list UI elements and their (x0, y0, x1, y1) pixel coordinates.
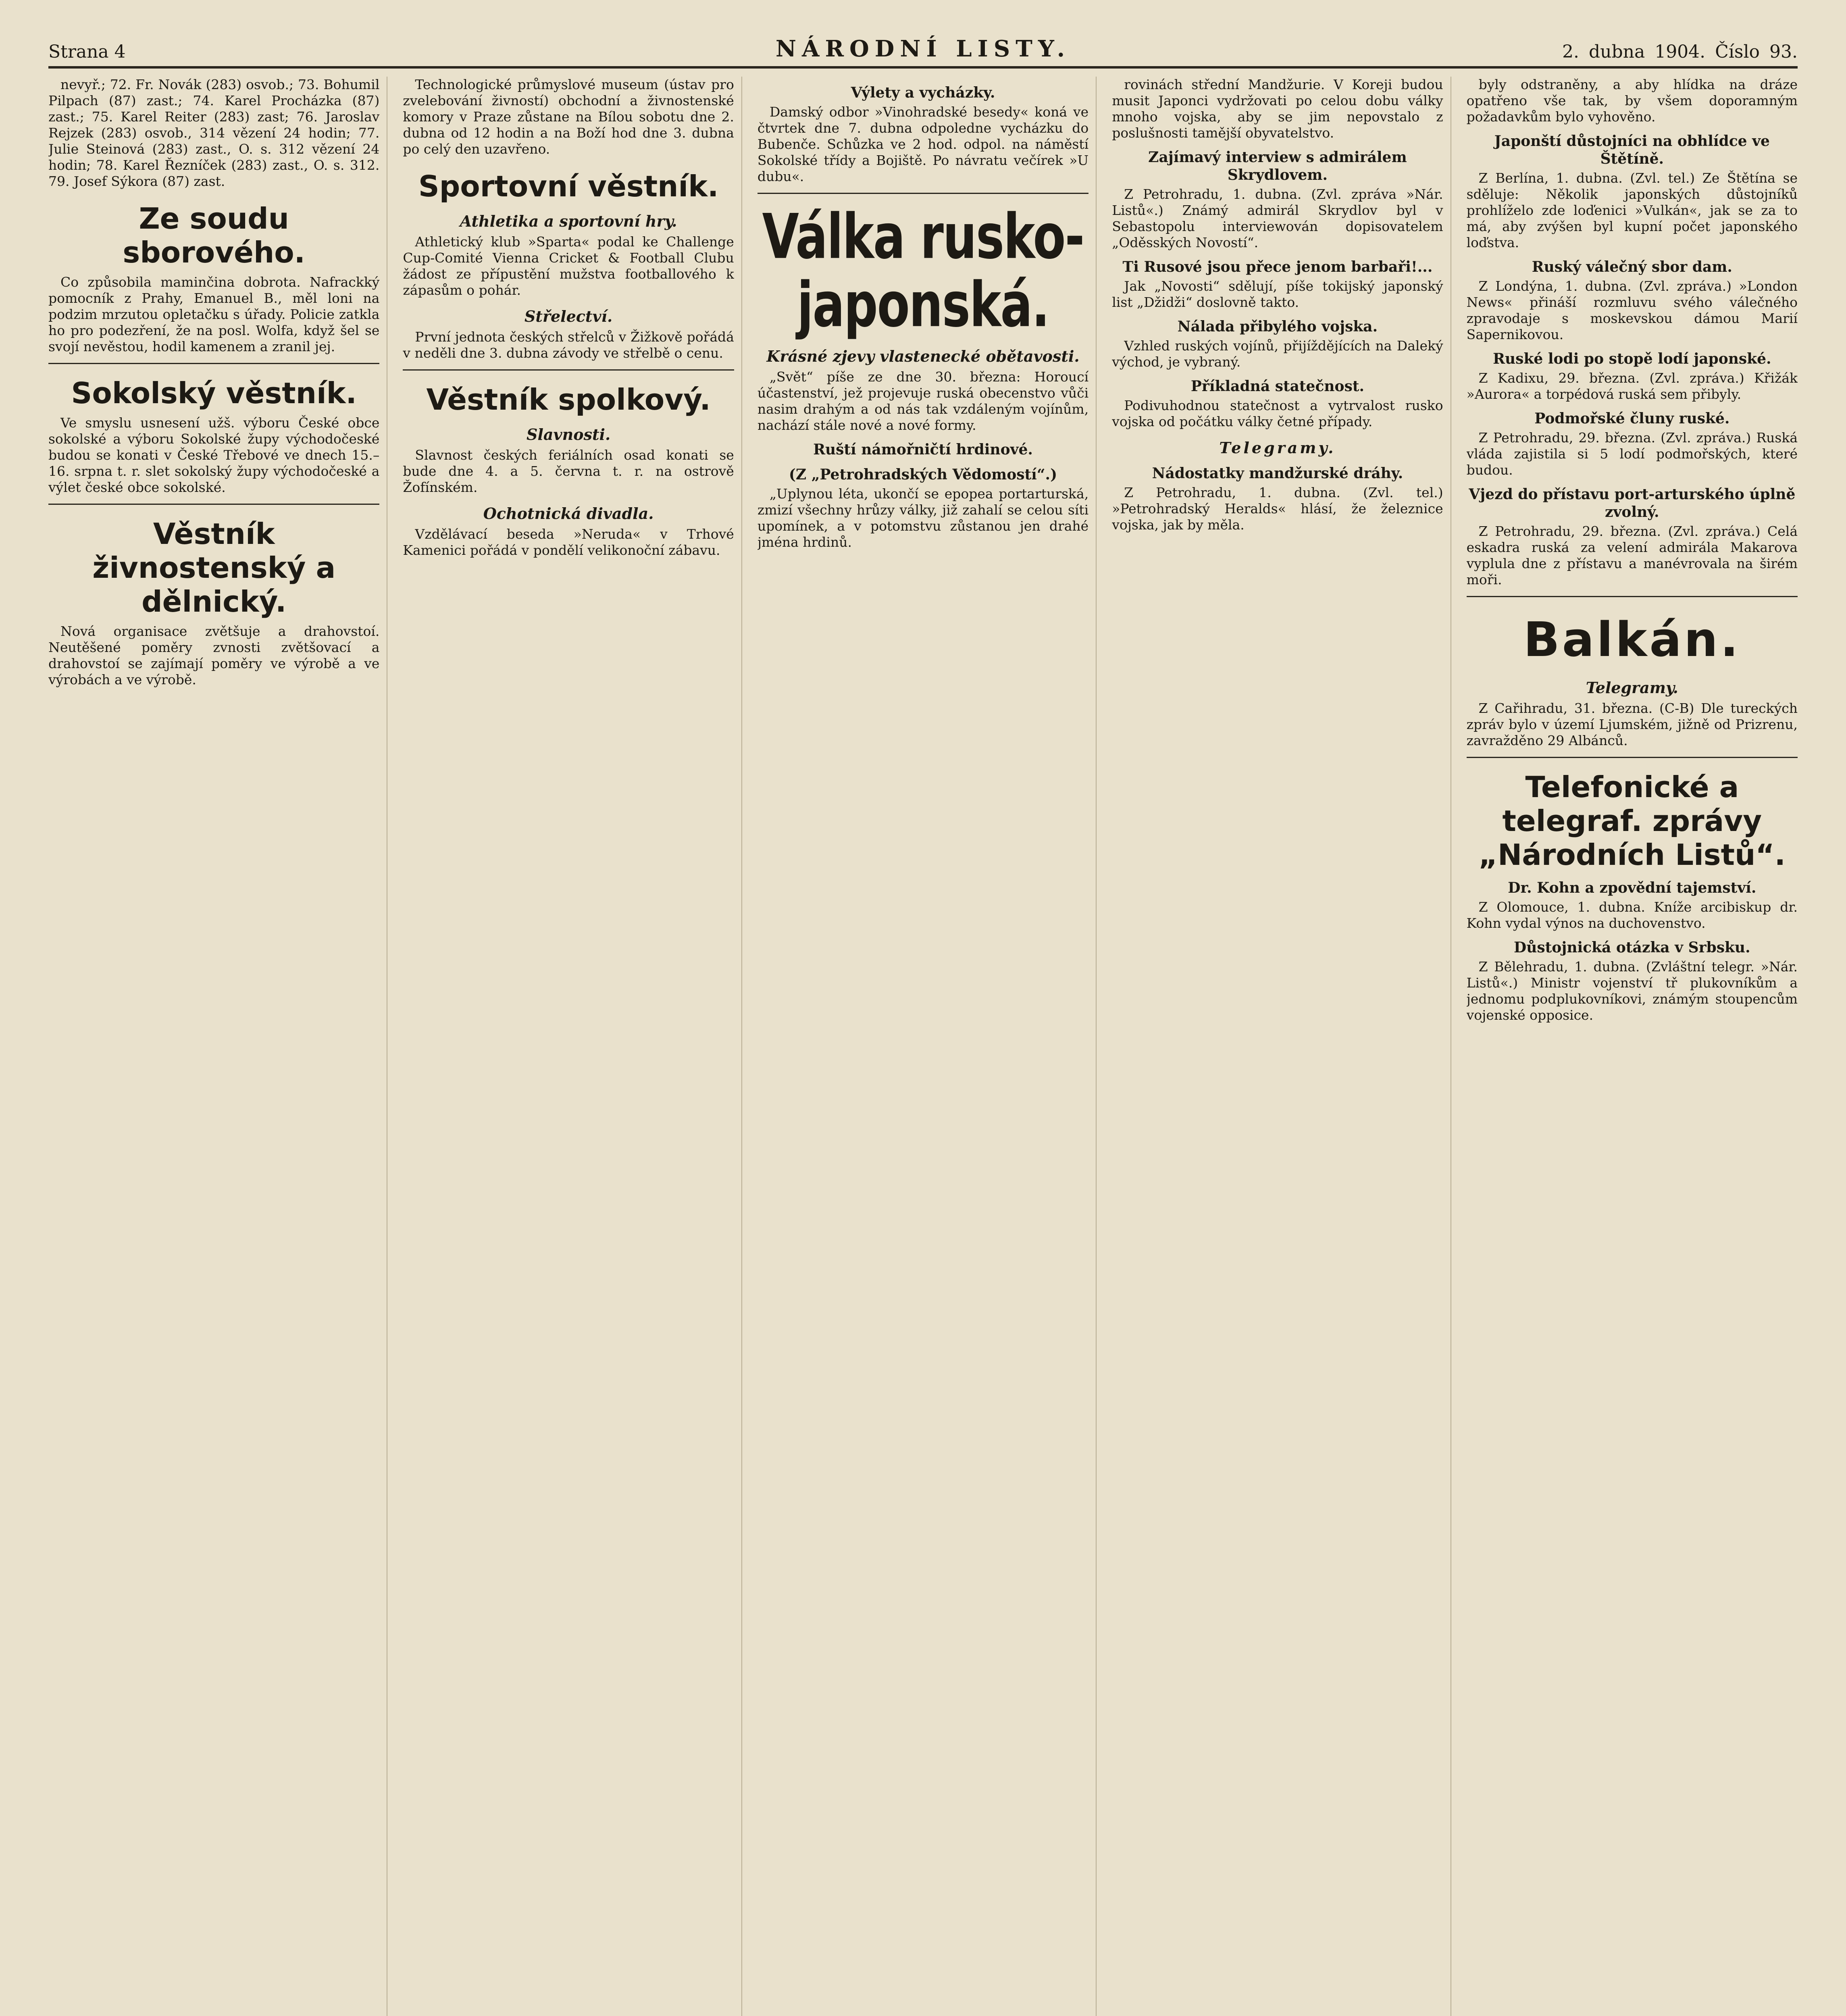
page-number: Strana 4 (48, 42, 126, 62)
divider (403, 369, 734, 371)
column-1 (48, 77, 387, 2016)
trips-heading: Výlety a vycházky. (851, 84, 995, 101)
trade-text: Nová organisace zvětšuje a drahovstoí. Neutěšené poměry zvnosti zvětšovací a drahovstoí se zajímají poměry ve výrobě a ve výrobách a ve výrobě. (48, 623, 380, 687)
issue-info (1435, 42, 1798, 62)
interview-text: Z Petrohradu, 1. dubna. (Zvl. zpráva »Nár. Listů«.) Známý admirál Skrydlov byl v Sebastopolu interviewován dopisovatelem „Oděsských Novostí“. (1112, 186, 1443, 250)
example-text: Podivuhodnou statečnost a vytrvalost rusko vojska od počátku války četné případy. (1112, 398, 1443, 429)
col5-top: byly odstraněny, a aby hlídka na dráze opatřeno vše tak, by všem doporamným požadavkům bylo vyhověno. (1466, 77, 1798, 125)
balkan-text: Z Cařihradu, 31. března. (C-B) Dle tureckých zpráv bylo v území Ljumském, jižně od Prizrenu, zavražděno 29 Albánců. (1466, 700, 1798, 748)
kohn-text: Z Olomouce, 1. dubna. Kníže arcibiskup dr. Kohn vydal výnos na duchovenstvo. (1466, 899, 1798, 931)
railway-text: Z Petrohradu, 1. dubna. (Zvl. tel.) »Petrohradský Heralds« hlásí, že železnice vojska, jak by měla. (1112, 485, 1443, 533)
vladivostok-heading: Ruské lodi po stopě lodí japonské. (1493, 350, 1771, 367)
barbarism-text: Jak „Novosti“ sdělují, píše tokijský japonský list „Džidži“ doslovně takto. (1112, 278, 1443, 310)
trade-heading: Věstník živnostenský a dělnický. (92, 517, 336, 619)
column-3 (758, 77, 1097, 2016)
issue-date: 2. dubna 1904. (1562, 42, 1706, 62)
war-heading: Válka rusko-japonská. (762, 200, 1084, 341)
war-text: „Svět“ píše ze dne 30. března: Horoucí účastenství, jež projevuje ruská obecenstvo vůči nasim drahým a od nás tak vzdáleným vojínům, nachází stále nové a nové formy. (757, 369, 1089, 433)
submarines-text: Z Petrohradu, 29. března. (Zvl. zpráva.) Ruská vláda zajistila si 5 lodí podmořských, které budou. (1466, 430, 1798, 478)
athletic-subheading: Athletika a sportovní hry. (460, 212, 677, 230)
column-4 (1112, 77, 1451, 2016)
issue-number: Číslo 93. (1715, 42, 1798, 62)
kohn-subheading: Dr. Kohn a zpovědní tajemství. (1508, 879, 1757, 896)
divider (48, 363, 379, 364)
serbia-subheading: Důstojnická otázka v Srbsku. (1514, 939, 1750, 956)
shooting-subheading: Střelectví. (524, 307, 613, 325)
court-heading: Ze soudu sborového. (123, 202, 306, 269)
divider (48, 504, 379, 505)
newspaper-title: NÁRODNÍ LISTY. (775, 35, 1071, 62)
clubs-text: Slavnost českých feriálních osad konati se bude dne 4. a 5. června t. r. na ostrově Žofínském. (403, 447, 734, 495)
column-2 (403, 77, 742, 2016)
russian-fund-heading: Ruský válečný sbor dam. (1532, 258, 1732, 275)
telegrams-heading: Telegramy. (1219, 439, 1336, 457)
columns (48, 77, 1798, 2016)
col1-top: nevyř.; 72. Fr. Novák (283) osvob.; 73. Bohumil Pilpach (87) zast.; 74. Karel Procházka (87) zast.; 75. Karel Reiter (283) zast; 76. Jaroslav Rejzek (283) osvob., 314 vězení 24 hodin; 77. Julie Steinová (283) zast., O. s. 312 vězení 24 hodin; 78. Karel Řezníček (283) zast., O. s. 312. 79. Josef Sýkora (87) zast. (48, 77, 380, 189)
heroes-subheading: Ruští námořničtí hrdinové. (813, 441, 1033, 458)
example-heading: Příkladná statečnost. (1190, 378, 1364, 395)
officers-text: Z Berlína, 1. dubna. (Zvl. tel.) Ze Štětína se sděluje: Několik japonských důstojníků prohlíželo zde loďenici »Vulkán«, jak se za to má, aby zvýšen byl kupní počet japonského loďstva. (1466, 170, 1798, 250)
balkan-heading: Balkán. (1523, 612, 1741, 667)
divider (1467, 757, 1798, 758)
clubs-heading: Věstník spolkový. (426, 383, 711, 417)
morale-text: Vzhled ruských vojínů, přijíždějících na Daleký východ, je vybraný. (1112, 338, 1443, 370)
divider (758, 193, 1088, 194)
port-arthur-text: Z Petrohradu, 29. března. (Zvl. zpráva.) Celá eskadra ruská za velení admirála Makarova vyplula dne z přístavu a manévrovala na širém moři. (1466, 523, 1798, 587)
railway-subheading: Nádostatky mandžurské dráhy. (1152, 465, 1403, 482)
column-5 (1467, 77, 1798, 2016)
serbia-text: Z Bělehradu, 1. dubna. (Zvláštní telegr. »Nár. Listů«.) Ministr vojenství tř plukovníkům a jednomu podplukovníkovi, známým stoupencům vojenské opposice. (1466, 959, 1798, 1023)
russian-fund-text: Z Londýna, 1. dubna. (Zvl. zpráva.) »London News« přináší rozmluvu svého válečného zpravodaje s moskevskou dámou Marií Sapernikovou. (1466, 278, 1798, 342)
sport-text: Athletický klub »Sparta« podal ke Challenge Cup-Comité Vienna Cricket & Football Clubu žádost ze přípustění mužstva footballového k zápasům o pohár. (403, 234, 734, 298)
col2-top: Technologické průmyslové museum (ústav pro zvelebování živností) obchodní a živnostenské komory v Praze zůstane na Bílou sobotu dne 2. dubna od 12 hodin a na Boží hod dne 3. dubna po celý den uzavřeno. (403, 77, 734, 157)
festivities-subheading: Slavnosti. (527, 425, 611, 444)
heroes-text: „Uplynou léta, ukončí se epopea portarturská, zmizí všechny hrůzy války, již zahalí se celou síti upomínek, a v potomstvu zůstanou jen drahé jména hrdinů. (757, 486, 1089, 550)
tel-reports-heading: Telefonické a telegraf. zprávy „Národních Listů“. (1478, 770, 1786, 872)
court-text: Co způsobila maminčina dobrota. Nafrackký pomocník z Prahy, Emanuel B., měl loni na podzim mrzutou opletačku s úřady. Policie zatkla ho pro podezření, že na posl. Wolfa, když šel se svojí nevěstou, hodil kamenem a zranil jej. (48, 274, 380, 354)
port-arthur-heading: Vjezd do přístavu port-arturského úplně zvolný. (1469, 486, 1796, 521)
sacrifice-subheading: Krásné zjevy vlastenecké obětavosti. (766, 347, 1080, 365)
interview-heading: Zajímavý interview s admirálem Skrydlovem. (1148, 149, 1407, 183)
officers-heading: Japonští důstojníci na obhlídce ve Štětíně. (1494, 133, 1770, 167)
submarines-heading: Podmořské čluny ruské. (1534, 410, 1730, 427)
trips-text: Damský odbor »Vinohradské besedy« koná ve čtvrtek dne 7. dubna odpoledne vycházku do Bubenče. Schůzka ve 2 hod. odpol. na náměstí Sokolské třídy a Bojiště. Po návratu večírek »U dubu«. (757, 104, 1089, 184)
sokol-text: Ve smyslu usnesení užš. výboru České obce sokolské a výboru Sokolské župy východočeské budou se konati v České Třebové ve dnech 15.–16. srpna t. r. slet sokolský župy východočeské a výlet české obce sokolské. (48, 415, 380, 495)
barbarism-heading: Ti Rusové jsou přece jenom barbaři!... (1122, 258, 1433, 275)
heroes-source: (Z „Petrohradských Vědomostí“.) (789, 466, 1057, 483)
theatre-text: Vzdělávací beseda »Neruda« v Trhové Kamenici pořádá v pondělí velikonoční zábavu. (403, 526, 734, 558)
balkan-telegrams-subheading: Telegramy. (1586, 679, 1678, 697)
divider (1467, 596, 1798, 597)
shooting-text: První jednota českých střelců v Žižkově pořádá v neděli dne 3. dubna závody ve střelbě o cenu. (403, 329, 734, 361)
sokol-heading: Sokolský věstník. (71, 376, 357, 410)
vladivostok-text: Z Kadixu, 29. března. (Zvl. zpráva.) Křižák »Aurora« a torpédová ruská sem přibyly. (1466, 370, 1798, 402)
sport-heading: Sportovní věstník. (418, 169, 719, 203)
masthead (48, 32, 1798, 69)
theatre-subheading: Ochotnická divadla. (483, 504, 654, 523)
morale-heading: Nálada přibylého vojska. (1177, 318, 1378, 335)
col4-top: rovinách střední Mandžurie. V Koreji budou musit Japonci vydržovati po celou dobu války mnoho vojska, aby se jim nepovstalo z poslušnosti tamější obyvatelstvo. (1112, 77, 1443, 141)
